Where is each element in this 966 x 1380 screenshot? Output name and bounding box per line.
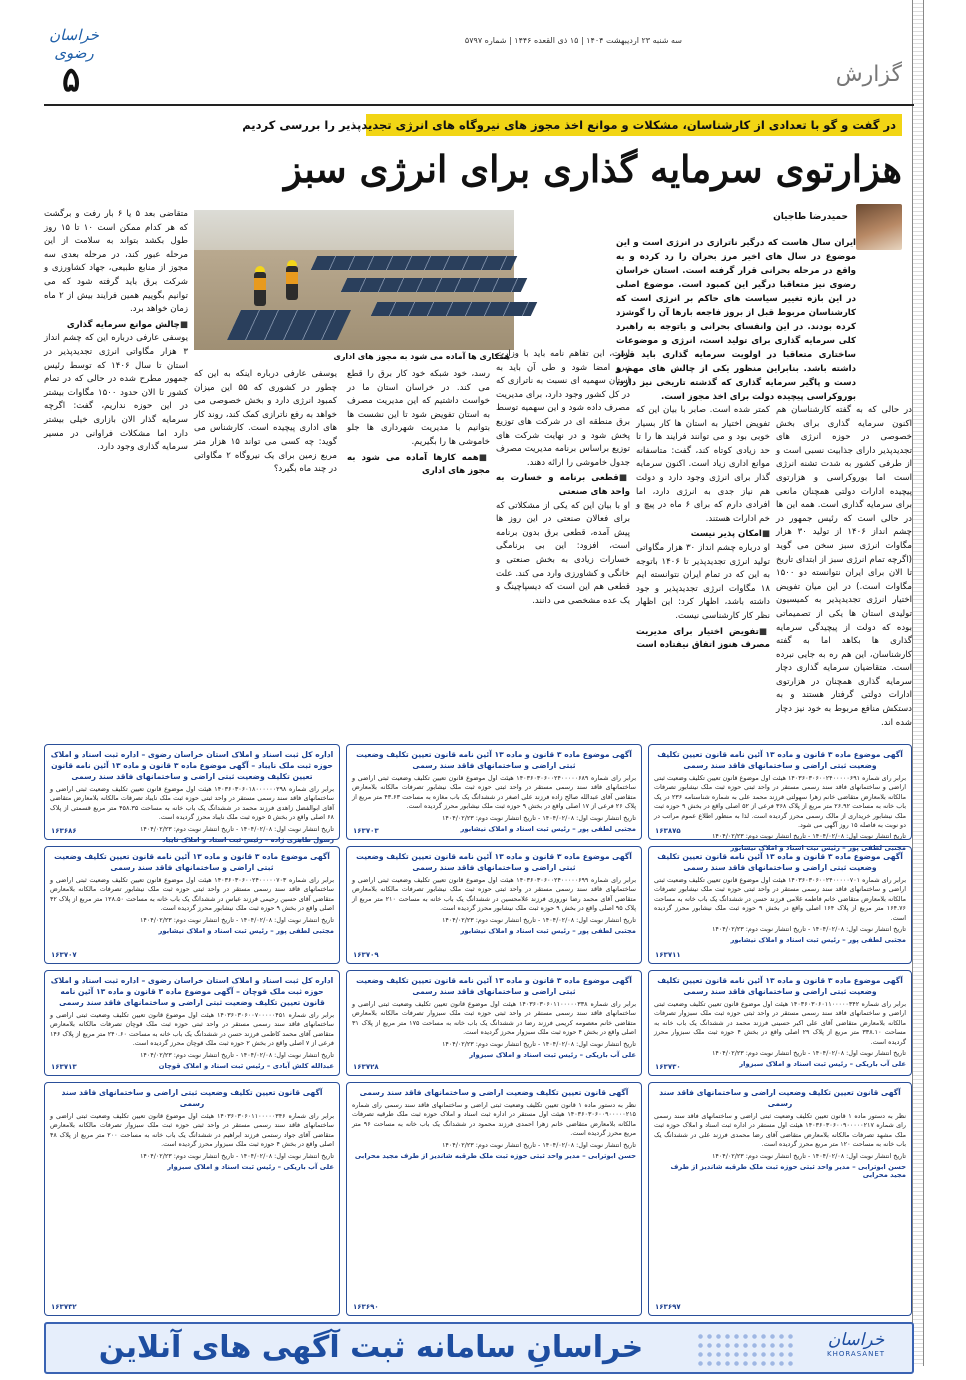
legal-notice xyxy=(346,1082,642,1316)
online-ads-banner[interactable] xyxy=(44,1322,914,1374)
notice-dates: تاریخ انتشار نوبت اول: ۱۴۰۴/۰۲/۰۸ - تاریخ انتشار نوبت دوم: ۱۴۰۴/۰۲/۲۳ xyxy=(711,925,906,934)
notice-title: آگهی موضوع ماده ۳ قانون و ماده ۱۳ آئین نامه قانون تعیین تکلیف وضعیت ثبتی اراضی و ساختمانهای فاقد سند رسمی xyxy=(356,852,632,872)
author-byline: حمیدرضا طاجیان xyxy=(773,212,848,222)
legal-notice xyxy=(44,846,340,964)
subheading: ■ امکان پذیر نیست xyxy=(636,528,770,542)
article-kicker: در گفت و گو با تعدادی از کارشناسان، مشکلات و موانع اخذ مجوز های نیروگاه های انرژی تجدیدپذیر را بررسی کردیم xyxy=(366,114,902,136)
column-text: در حالی که به گفته کارشناسان هم اکنون سرمایه گذاری برای بخش خصوصی در حوزه انرژی های تجدیدپذیر دارای جذابیت نسبی است و از طرفی کشور به شدت تشنه انرژی است اما بوروکراسی و هزارتوی پیچیده ادارات دولتی همچنان مانعی برای سرمایه گذاری است. همه این ها در حالی است که رئیس جمهور در چشم انداز ۱۴۰۶ از تولید ۳۰ هزار مگاوات انرژی سبز سخن می گوید (اگرچه تمام انرژی سبز از ابتدای تاریخ تا الان برای ایران نتوانسته دو ۱۵۰۰ مگاوات است.) در این میان تفویض اختیار انرژی تجدیدپذیر به کمیسیون تولیدی استان ها یکی از تصمیماتی بوده که دولت از پیچیدگی سرمایه گذاری ها بکاهد اما به گفته کارشناسان، این هم ره به جایی نبرده است. متقاضیان سرمایه گذاری دچار سرمایه گذاری همچنان در هزارتوی ادارات دولتی گرفتار هستند و به دستکش منافع مربوط به خود نیز دچار شده اند. xyxy=(776,405,912,728)
notice-signature: مجتبی لطفی پور – رئیس ثبت اسناد و املاک نیشابور xyxy=(730,843,906,852)
notice-number: ۱۶۳۶۸۶ xyxy=(51,827,77,835)
notice-title: اداره کل ثبت اسناد و املاک استان خراسان رضوی – اداره ثبت اسناد و املاک حوزه ثبت ملک قوچان – آگهی موضوع ماده ۳ قانون و ماده ۱۳ آئین نامه قانون تعیین تکلیف وضعیت ثبتی اراضی و ساختمانهای فاقد سند رسمی xyxy=(50,976,334,1007)
notice-dates: تاریخ انتشار نوبت اول: ۱۴۰۴/۰۲/۰۸ - تاریخ انتشار نوبت دوم: ۱۴۰۴/۰۲/۲۳ xyxy=(441,1140,636,1149)
legal-notice xyxy=(648,843,912,964)
subheading: ■ قطعی برنامه و خسارت به واحد های صنعتی xyxy=(496,472,630,499)
legal-notice xyxy=(346,846,642,964)
notice-signature: حسن ابوترابی – مدیر واحد ثبتی حوزه ثبت ملک طرقبه شاندیز از طرف مجید محرابی xyxy=(354,1152,636,1161)
notice-body: نظر به دستور ماده ۱ قانون تعیین تکلیف وضعیت ثبتی اراضی و ساختمانهای فاقد سند رسمی رای شماره ۱۴۰۳۶۰۳۰۶۰۰۹۰۰۰۰۰۲۱۵ هیئت اول مستقر در اداره ثبت اسناد و املاک حوزه ثبت ملک طرقبه تصرفات مالکانه بلامعارض متقاضی خانم زهرا احمدی فرزند محمود در ششدانگ یک باب خانه به مساحت ۹۶ متر مربع محرز گردیده است. xyxy=(352,1101,636,1138)
notice-title: آگهی موضوع ماده ۳ قانون و ماده ۱۳ آئین نامه قانون تعیین تکلیف وضعیت ثبتی اراضی و ساختمانهای فاقد سند رسمی xyxy=(657,852,903,872)
notice-title: آگهی قانون تعیین تکلیف وضعیت اراضی و ساختمانهای فاقد سند رسمی xyxy=(359,1088,629,1097)
banner-text: خراسانِ سامانه ثبت آگهی های آنلاین xyxy=(98,1330,644,1365)
notice-number: ۱۶۳۶۹۰ xyxy=(353,1303,379,1311)
column-text: یوسفی عارفی درباره اینکه به این که چطور در کشوری که ۵۵ این میزان کمبود انرژی دارد و بخش خصوصی می خواهد به رفع ناترازی کمک کند، روند کار های اداری پیچیده است. کارشناس می گوید: چه کسی می تواند ۱۵ هزار متر مربع زمین برای یک نیروگاه ۲ مگاواتی در چند ماه بگیرد؟ xyxy=(194,369,338,475)
worker-figure xyxy=(254,272,266,306)
column-text: است، این تفاهم نامه باید با وزارت نیرو امضا شود و طی آن باید به استان سهمیه ای نسبت به ناترازی که در کل کشور وجود دارد، برای مدیریت مصرف داده شود و این سهمیه توسط برق منطقه ای در شرکت های توزیع پخش شود و در نهایت شرکت های توزیع براساس برنامه مدیریت مصرف جدول خاموشی را ارائه دهند. xyxy=(496,349,630,468)
notice-body: برابر رای شماره ۱۴۰۳۶۰۳۰۶۰۰۲۴۰۰۰۰۰۶۹۱ هیئت اول موضوع قانون تعیین تکلیف وضعیت ثبتی اراضی و ساختمانهای فاقد سند رسمی مستقر در واحد ثبتی حوزه ثبت ملک نیشابور تصرفات مالکانه بلامعارض متقاضی خانم زهرا سهولتی فرزند محمد علی به شماره شناسنامه ۲۳۶ در یک باب خانه به مساحت ۲۶.۹۲ متر مربع از پلاک ۳۶۸ فرعی از ۵۲ اصلی واقع در بخش ۹ حوزه ثبت ملک نیشابور خریداری از مالک رسمی محرز گردیده است. لذا به منظور اطلاع عموم مراتب در دو نوبت به فاصله ۱۵ روز آگهی می شود. xyxy=(654,774,907,830)
column-text: کمتر شده است. صابر با بیان این که تفویض اختیار به استان ها کار بسیار خوبی بود و می توانند فرایند ها را تا حد زیادی کوتاه کند، گفت: متاسفانه موانع اداری زیاد است. اکنون سرمایه گذار برای انرژی وجود دارد و دولت هم نیاز جدی به انرژی دارد، اما افرادی دارم که برای ۶ ماه در پیچ و خم ادارات هستند. xyxy=(636,405,770,524)
notice-dates: تاریخ انتشار نوبت اول: ۱۴۰۴/۰۲/۰۸ - تاریخ انتشار نوبت دوم: ۱۴۰۴/۰۲/۲۳ xyxy=(139,1050,334,1059)
legal-notice xyxy=(648,970,912,1076)
notice-number: ۱۶۳۷۰۹ xyxy=(353,951,379,959)
header-divider xyxy=(44,104,914,106)
legal-notice xyxy=(648,744,912,852)
legal-notice xyxy=(44,1082,340,1316)
notice-body: برابر رای شماره ۱۴۰۳۶۰۳۰۶۰۰۲۴۰۰۰۰۰۶۸۹ هیئت اول موضوع قانون تعیین تکلیف وضعیت ثبتی اراضی و ساختمانهای فاقد سند رسمی مستقر در واحد ثبتی حوزه ثبت ملک نیشابور تصرفات مالکانه بلامعارض متقاضی آقای عبدالله صالح زاده فرزند علی اصغر در ششدانگ یک باب مغازه به مساحت ۴۳.۶۳ متر مربع از پلاک ۲۶ فرعی از ۱۷ اصلی واقع در بخش ۹ حوزه ثبت ملک نیشابور محرز گردیده است. xyxy=(352,774,636,811)
notice-number: ۱۶۳۶۹۷ xyxy=(655,1303,681,1311)
notice-body: برابر رای شماره ۱۴۰۳۶۰۳۰۶۰۱۱۰۰۰۰۰۳۴۲ هیئت اول موضوع قانون تعیین تکلیف وضعیت ثبتی اراضی و ساختمانهای فاقد سند رسمی مستقر در واحد ثبتی حوزه ثبت ملک سبزوار تصرفات مالکانه بلامعارض متقاضی آقای علی اکبر حسینی فرزند محمد در ششدانگ یک باب خانه به مساحت ۳۳۸.۱۰ متر مربع از پلاک ۲۹ اصلی واقع در بخش ۴ حوزه ثبت ملک سبزوار محرز گردیده است. xyxy=(654,1000,906,1046)
banner-dot-pattern xyxy=(696,1332,796,1366)
solar-farm-photo xyxy=(194,210,514,350)
article-column-3 xyxy=(496,348,630,736)
notice-number: ۱۶۳۷۱۱ xyxy=(655,951,681,959)
article-column-5 xyxy=(44,208,188,736)
notice-signature: عبدالله کلش آبادی – رئیس ثبت اسناد و املاک قوچان xyxy=(158,1062,334,1071)
legal-notice xyxy=(44,744,340,845)
notice-title: اداره کل ثبت اسناد و املاک استان خراسان رضوی – اداره ثبت اسناد و املاک حوزه ثبت ملک نایباد – آگهی موضوع ماده ۳ قانون و ماده ۱۳ آئین نامه قانون تعیین تکلیف وضعیت ثبتی اراضی و ساختمانهای فاقد سند رسمی xyxy=(50,750,334,781)
notice-signature: علی آب باریکی – رئیس ثبت اسناد و املاک سبزوار xyxy=(739,1060,906,1069)
notice-signature: مجتبی لطفی پور – رئیس ثبت اسناد و املاک نیشابور xyxy=(460,927,636,936)
khorasanet-logo xyxy=(806,1330,906,1368)
side-decorative-rule xyxy=(912,0,924,1366)
notice-number: ۱۶۳۷۳۰ xyxy=(655,1063,681,1071)
section-title: گزارش xyxy=(835,62,902,87)
notice-dates: تاریخ انتشار نوبت اول: ۱۴۰۴/۰۲/۰۸ - تاریخ انتشار نوبت دوم: ۱۴۰۴/۰۲/۲۳ xyxy=(441,1039,636,1048)
notice-dates: تاریخ انتشار نوبت اول: ۱۴۰۴/۰۲/۰۸ - تاریخ انتشار نوبت دوم: ۱۴۰۴/۰۲/۲۳ xyxy=(441,813,636,822)
notice-body: برابر رای شماره ۱۴۰۳۶۰۳۰۶۰۰۲۴۰۰۰۰۰۷۰۳ هیئت اول موضوع قانون تعیین تکلیف وضعیت ثبتی اراضی و ساختمانهای فاقد سند رسمی مستقر در واحد ثبتی حوزه ثبت ملک نیشابور تصرفات مالکانه بلامعارض متقاضی آقای حسین رحیمی فرزند عباس در ششدانگ یک باب خانه به مساحت ۱۲۸.۵۰ متر مربع از پلاک ۴۲ اصلی واقع در بخش ۹ حوزه ثبت ملک نیشابور محرز گردیده است. xyxy=(50,876,334,913)
column-text: او با بیان این که یکی از مشکلاتی که برای فعالان صنعتی در این روز ها پیش آمده، قطعی برق بدون برنامه است، افزود: این بی برنامگی خسارات زیادی به بخش صنعتی و خانگی و کشاورزی وارد می کند. علت قطعی هم این است که دیسپاچینگ و یک عده مشخصی می دانند. xyxy=(496,500,630,606)
notice-title: آگهی موضوع ماده ۳ قانون و ماده ۱۳ آئین نامه قانون تعیین تکلیف وضعیت ثبتی اراضی و ساختمانهای فاقد سند رسمی xyxy=(356,750,632,770)
notice-signature: علی آب باریکی – رئیس ثبت اسناد و املاک سبزوار xyxy=(167,1163,334,1172)
notice-signature: مجتبی لطفی پور – رئیس ثبت اسناد و املاک نیشابور xyxy=(460,825,636,834)
notice-signature: مجتبی لطفی پور – رئیس ثبت اسناد و املاک نیشابور xyxy=(158,927,334,936)
notice-title: آگهی موضوع ماده ۳ قانون و ماده ۱۳ آئین نامه قانون تعیین تکلیف وضعیت ثبتی اراضی و ساختمانهای فاقد سند رسمی xyxy=(657,976,903,996)
notice-dates: تاریخ انتشار نوبت اول: ۱۴۰۴/۰۲/۰۸ - تاریخ انتشار نوبت دوم: ۱۴۰۴/۰۲/۲۳ xyxy=(711,1049,906,1058)
notice-dates: تاریخ انتشار نوبت اول: ۱۴۰۴/۰۲/۰۸ - تاریخ انتشار نوبت دوم: ۱۴۰۴/۰۲/۲۳ xyxy=(139,824,334,833)
column-text: متقاضی بعد ۵ یا ۶ بار رفت و برگشت که هر کدام ممکن است ۱۰ تا ۱۵ روز طول بکشد بتواند به سلامت از این مرحله عبور کند، در مرحله بعدی سه مجوز از منابع طبیعی، جهاد کشاورزی و شرکت برق باید گرفته شود که می توانیم بگوییم همین فرایند بیش از ۲ ماه زمان خواهد برد. xyxy=(44,209,189,315)
notice-body: برابر رای شماره ۱۴۰۳۶۰۳۰۶۰۰۲۴۰۰۰۰۰۷۰۱ هیئت اول موضوع قانون تعیین تکلیف وضعیت ثبتی اراضی و ساختمانهای فاقد سند رسمی مستقر در واحد ثبتی حوزه ثبت ملک نیشابور تصرفات مالکانه بلامعارض متقاضی خانم فاطمه غلامی فرزند حسن در ششدانگ یک باب خانه به مساحت ۱۶۴.۷۶ متر مربع از پلاک ۱۶۴ اصلی واقع در بخش ۹ حوزه ثبت ملک نیشابور محرز گردیده است. xyxy=(654,876,906,922)
notice-signature: علی آب باریکی – رئیس ثبت اسناد و املاک سبزوار xyxy=(469,1051,636,1060)
notice-dates: تاریخ انتشار نوبت اول: ۱۴۰۴/۰۲/۰۸ - تاریخ انتشار نوبت دوم: ۱۴۰۴/۰۲/۲۳ xyxy=(711,832,906,841)
newspaper-logo: خراسان رضوی xyxy=(49,26,99,62)
notice-title: آگهی موضوع ماده ۳ قانون و ماده ۱۳ آئین نامه قانون تعیین تکلیف وضعیت ثبتی اراضی و ساختمانهای فاقد سند رسمی xyxy=(356,976,632,996)
notice-dates: تاریخ انتشار نوبت اول: ۱۴۰۴/۰۲/۰۸ - تاریخ انتشار نوبت دوم: ۱۴۰۴/۰۲/۲۳ xyxy=(139,1151,334,1160)
subheading: ■ همه کارها آماده می شود به مجوز های اداری xyxy=(347,452,490,479)
notice-dates: تاریخ انتشار نوبت اول: ۱۴۰۴/۰۲/۰۸ - تاریخ انتشار نوبت دوم: ۱۴۰۴/۰۲/۲۳ xyxy=(139,915,334,924)
notice-number: ۱۶۳۷۰۷ xyxy=(51,951,77,959)
column-text: رسد، خود شبکه خود کار برق را قطع می کند. در خراسان استان ما در خواست داشتیم که این مدیریت مصرف به استان تفویض شود تا این نشست ها بتوانیم با مدیریت شهرداری ها جلو خاموشی ها را بگیریم. xyxy=(347,369,490,447)
legal-notice xyxy=(346,744,642,840)
notice-body: نظر به دستور ماده ۱ قانون تعیین تکلیف وضعیت ثبتی اراضی و ساختمانهای فاقد سند رسمی رای شماره ۱۴۰۳۶۰۳۰۶۰۰۹۰۰۰۰۰۲۱۷ هیئت اول مستقر در اداره ثبت اسناد و املاک حوزه ثبت ملک مشهد تصرفات مالکانه بلامعارض متقاضی آقای رضا محمدی فرزند علی در ششدانگ یک باب خانه به مساحت ۱۲۰ متر مربع محرز گردیده است. xyxy=(654,1112,907,1149)
issue-info: سه شنبه ۲۳ اردیبهشت ۱۴۰۴ | ۱۵ ذی القعده ۱۴۴۶ | شماره ۵۷۹۷ xyxy=(464,36,682,45)
notice-dates: تاریخ انتشار نوبت اول: ۱۴۰۴/۰۲/۰۸ - تاریخ انتشار نوبت دوم: ۱۴۰۴/۰۲/۲۳ xyxy=(441,915,636,924)
page-number: ۵ xyxy=(62,60,81,100)
notice-body: برابر رای شماره ۱۴۰۳۶۰۳۰۶۰۱۱۰۰۰۰۰۳۳۸ هیئت اول موضوع قانون تعیین تکلیف وضعیت ثبتی اراضی و ساختمانهای فاقد سند رسمی مستقر در واحد ثبتی حوزه ثبت ملک سبزوار تصرفات مالکانه بلامعارض متقاضی خانم معصومه کریمی فرزند رضا در ششدانگ یک باب خانه به مساحت ۱۷۵ متر مربع از پلاک ۳۱ اصلی واقع در بخش ۴ حوزه ثبت ملک سبزوار محرز گردیده است. xyxy=(352,1000,636,1037)
notice-body: برابر رای شماره ۱۴۰۳۶۰۳۰۶۰۱۱۰۰۰۰۰۳۴۶ هیئت اول موضوع قانون تعیین تکلیف وضعیت ثبتی اراضی و ساختمانهای فاقد سند رسمی مستقر در واحد ثبتی حوزه ثبت ملک سبزوار تصرفات مالکانه بلامعارض متقاضی آقای جواد رستمی فرزند ابراهیم در ششدانگ یک باب خانه به مساحت ۲۰۰ متر مربع از پلاک ۴۸ اصلی واقع در بخش ۴ حوزه ثبت ملک سبزوار محرز گردیده است. xyxy=(50,1112,335,1149)
notice-number: ۱۶۳۷۲۸ xyxy=(353,1063,379,1071)
article-column-4 xyxy=(194,368,490,736)
subheading: ■ تفویض اختیار برای مدیریت مصرف هنوز اتفاق نیفتاده است xyxy=(636,626,770,653)
worker-figure xyxy=(286,266,298,300)
notice-signature: رسول طاهری زاده – رئیس ثبت اسناد و املاک نایباد xyxy=(162,836,334,845)
column-text: یوسفی عارفی درباره این که چشم انداز ۳ هزار مگاواتی انرژی تجدیدپذیر در استان تا سال ۱۴۰۶ که توسط رئیس جمهور مطرح شده در حالی که در تمام کشور تا الان حدود ۱۵۰۰ مگاوات بیشتر در این حوزه نداریم، گفت: اگرچه سرمایه گذار الان بازاری خیلی بیشتر دارد اما مشکلات فراوانی در مسیر سرمایه گذاری وجود دارد. xyxy=(44,333,189,453)
legal-notice xyxy=(44,970,340,1076)
logo-text: خراسان xyxy=(827,1330,885,1350)
notice-number: ۱۶۳۷۱۳ xyxy=(51,1063,77,1071)
article-lede: ایران سال هاست که درگیر ناترازی در انرژی است و این موضوع در سال های اخیر مرز بحران را رد کرده و به واقع در مرحله بحرانی قرار گرفته است. استان خراسان رضوی نیز متعاقبا درگیر این کمبود است. موضوع اصلی در این بازه تغییر سیاست های حاکم بر انرژی است که کارشناسان مربوط قبل از بروز فاجعه بارها آن را گوشزد کرده بودند. در این وانفسای بحرانی و باتوجه به راهبرد کلی سرمایه گذاری برای تولید است، انرژی و موضوعات ساختاری متعاقبا در اولویت سرمایه گذاری باید قرار داشته باشد. بنابراین منظور یکی از چالش های مهم و دست و پاگیر سرمایه گذاری که گذشته تاریخی نیز دارد، بوروکراسی پیچیده دولت برای اخذ مجوز است. xyxy=(616,238,856,402)
legal-notice xyxy=(346,970,642,1076)
article-headline: هزارتوی سرمایه گذاری برای انرژی سبز xyxy=(284,147,902,191)
legal-notice xyxy=(648,1082,912,1316)
notice-body: برابر رای شماره ۱۴۰۳۶۰۳۰۶۰۰۷۰۰۰۰۰۴۵۱ هیئت اول موضوع قانون تعیین تکلیف وضعیت ثبتی اراضی و ساختمانهای فاقد سند رسمی مستقر در واحد ثبتی حوزه ثبت ملک قوچان تصرفات مالکانه بلامعارض متقاضی آقای محمد کاظمی فرزند حسن در ششدانگ یک باب خانه به مساحت ۲۴۰.۶۰ متر مربع از پلاک ۱۴۶ فرعی از ۷ اصلی واقع در بخش ۲ حوزه ثبت ملک قوچان محرز گردیده است. xyxy=(50,1011,334,1048)
logo-subtext: KHORASANET xyxy=(826,1350,886,1358)
notice-signature: حسن ابوترابی – مدیر واحد ثبتی حوزه ثبت ملک طرقبه شاندیز از طرف مجید محرابی xyxy=(670,1163,906,1180)
subheading: ■ چالش موانع سرمایه گذاری xyxy=(44,319,188,333)
notice-number: ۱۶۳۸۷۵ xyxy=(655,827,681,835)
column-text: او درباره چشم انداز ۳۰ هزار مگاواتی تولید انرژی تجدیدپذیر تا ۱۴۰۶ باتوجه به این که در تمام ایران نتوانسته ایم ۱۸ مگاوات انرژی تجدیدپذیر و جود داشته باشد، اظهار کرد: این اظهار نظر کار کارشناسی نیست. xyxy=(636,542,770,621)
notice-title: آگهی موضوع ماده ۳ قانون و ماده ۱۳ آئین نامه قانون تعیین تکلیف وضعیت ثبتی اراضی و ساختمانهای فاقد سند رسمی xyxy=(54,852,330,872)
photo-caption: همکاری ها آماده می شود به مجوز های اداری xyxy=(333,352,510,361)
notice-body: برابر رای شماره ۱۴۰۳۶۰۳۰۶۰۰۲۴۰۰۰۰۰۶۹۹ هیئت اول موضوع قانون تعیین تکلیف وضعیت ثبتی اراضی و ساختمانهای فاقد سند رسمی مستقر در واحد ثبتی حوزه ثبت ملک نیشابور تصرفات مالکانه بلامعارض متقاضی آقای محمد رضا نوروزی فرزند غلامحسین در ششدانگ یک باب خانه به مساحت ۲۱۰ متر مربع از پلاک ۹۵ اصلی واقع در بخش ۹ حوزه ثبت ملک نیشابور محرز گردیده است. xyxy=(352,876,636,913)
notice-title: آگهی قانون تعیین تکلیف وضعیت ثبتی اراضی و ساختمانهای فاقد سند رسمی xyxy=(61,1088,323,1108)
notice-dates: تاریخ انتشار نوبت اول: ۱۴۰۴/۰۲/۰۸ - تاریخ انتشار نوبت دوم: ۱۴۰۴/۰۲/۲۳ xyxy=(711,1151,906,1160)
notice-number: ۱۶۳۷۳۲ xyxy=(51,1303,77,1311)
notice-body: برابر رای شماره ۱۴۰۳۶۰۳۰۶۰۱۸۰۰۰۰۰۰۲۹۸ هیئت اول موضوع قانون تعیین تکلیف وضعیت ثبتی اراضی و ساختمانهای فاقد سند رسمی مستقر در واحد ثبتی حوزه ثبت ملک نایباد تصرفات مالکانه بلامعارض متقاضی آقای ابوالفضل زاهدی فرزند محمد در ششدانگ یک باب خانه به مساحت ۴۵۸.۳۵ متر مربع قسمتی از پلاک ۶۸ اصلی واقع در بخش ۵ حوزه ثبت ملک نایباد محرز گردیده است. xyxy=(50,785,335,822)
author-photo xyxy=(856,204,902,250)
notice-title: آگهی قانون تعیین تکلیف وضعیت اراضی و ساختمانهای فاقد سند رسمی xyxy=(659,1088,901,1108)
notice-signature: مجتبی لطفی پور – رئیس ثبت اسناد و املاک نیشابور xyxy=(730,936,906,945)
notice-title: آگهی موضوع ماده ۳ قانون و ماده ۱۳ آئین نامه قانون تعیین تکلیف وضعیت ثبتی اراضی و ساختمانهای فاقد سند رسمی xyxy=(657,750,903,770)
notice-number: ۱۶۳۷۰۳ xyxy=(353,827,379,835)
